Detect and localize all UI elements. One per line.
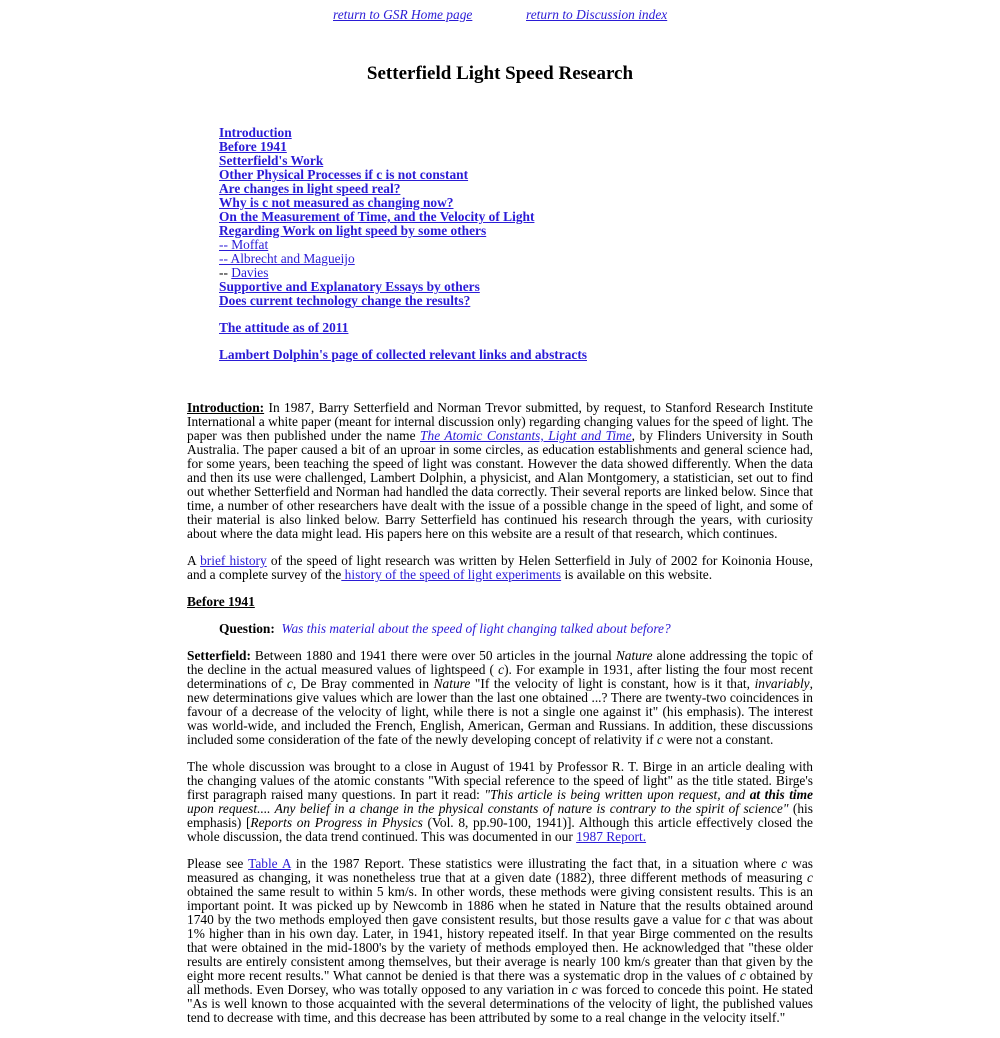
journal-name: Nature xyxy=(615,648,653,663)
answer-text: alone addressing the topic of the decline in the actual measured values of lightspeed ( xyxy=(187,648,814,677)
history-experiments-link[interactable]: history of the speed of light experiments xyxy=(341,567,562,582)
table-text: was forced to concede this point. He stated "As is well known to those acquainted with the several determinations of the velocity of light, the published values tend to decrease with time, and this decrease has been attributed by some to a real change in the velocity itself." xyxy=(187,982,813,1025)
birge-text: (Vol. 8, pp.90-100, 1941)]. Although this article effectively closed the whole discussion, the data trend continued. This was documented in our xyxy=(187,815,813,844)
table-text: obtained the same result to within 5 km/s. In other words, these methods were giving consistent results. This is an important point. It was picked up by Newcomb in 1886 when he stated in Nature that the results obtained around 1740 by the two methods employed then gave consistent results, but those results gave a value for xyxy=(187,884,813,927)
table-text: that was about 1% higher than in his own day. Later, in 1941, history repeated itself. In that year Birge commented on the results that were obtained in the mid-1800's by the variety of methods employed then. He acknowledged that "these older results are entirely consistent among themselves, but their average is nearly 100 km/s greater than that given by the eight more recent results." What cannot be denied is that there was a systematic drop in the values of xyxy=(187,912,813,983)
history-paragraph xyxy=(187,554,813,582)
introduction-heading: Introduction: xyxy=(187,400,265,415)
toc-davies-prefix: -- xyxy=(219,265,232,280)
home-page-link[interactable]: return to GSR Home page xyxy=(333,7,473,22)
symbol-c: c xyxy=(724,912,731,927)
toc-moffat[interactable]: -- Moffat xyxy=(219,237,269,252)
toc-other-physical-processes[interactable]: Other Physical Processes if c is not constant xyxy=(219,167,469,182)
birge-text: The whole discussion was brought to a close in August of 1941 by Professor R. T. Birge in an article dealing with the changing values of the atomic constants "With special reference to the speed of light" as the title stated. Birge's first paragraph raised many questions. In part it read: xyxy=(187,759,813,802)
symbol-c: c xyxy=(781,856,788,871)
symbol-c: c xyxy=(571,982,578,997)
toc-albrecht-magueijo[interactable]: -- Albrecht and Magueijo xyxy=(219,251,355,266)
history-text: A xyxy=(187,553,201,568)
birge-paragraph xyxy=(187,760,813,844)
toc-changes-real[interactable]: Are changes in light speed real? xyxy=(219,181,401,196)
history-text-2: of the speed of light research was written by Helen Setterfield in July of 2002 for Koinonia House, and a complete survey of the xyxy=(187,553,814,582)
toc-measurement-of-time[interactable]: On the Measurement of Time, and the Velocity of Light xyxy=(219,209,535,224)
answer-text: , new determinations give values which are lower than the last one obtained ...? There are twenty-two coincidences in favour of a decrease of the velocity of light, while there is not a single one against it" (his emphasis). The interest was world-wide, and included the French, English, American, German and Russians. In addition, these discussions included some consideration of the fate of the newly developing concept of relativity if xyxy=(187,676,813,747)
symbol-c: c xyxy=(739,968,746,983)
symbol-c: c xyxy=(657,732,663,747)
table-text: obtained by all methods. Even Dorsey, who was totally opposed to any variation in xyxy=(187,968,814,997)
answer-text: were not a constant. xyxy=(662,732,774,747)
question-label: Question: xyxy=(219,621,275,636)
table-of-contents xyxy=(219,126,819,362)
table-a-link[interactable]: Table A xyxy=(248,856,291,871)
emphasis-word: invariably xyxy=(754,676,810,691)
symbol-c: c xyxy=(286,676,293,691)
answer-text: "If the velocity of light is constant, how is it that, xyxy=(470,676,755,691)
question-text: Was this material about the speed of light changing talked about before? xyxy=(281,621,671,636)
birge-quote: upon request.... Any belief in a change in the physical constants of nature is contrary to the spirit of science" xyxy=(187,801,789,816)
introduction-paragraph xyxy=(187,401,813,541)
answer-text: , De Bray commented in xyxy=(292,676,434,691)
toc-work-by-others[interactable]: Regarding Work on light speed by some others xyxy=(219,223,487,238)
toc-introduction[interactable]: Introduction xyxy=(219,125,292,140)
discussion-index-link[interactable]: return to Discussion index xyxy=(526,7,668,22)
1987-report-link[interactable]: 1987 Report. xyxy=(576,829,647,844)
paper-title: The Atomic Constants, Light and Time xyxy=(420,428,632,443)
toc-attitude-2011[interactable]: The attitude as of 2011 xyxy=(219,320,349,335)
atomic-constants-paper-link[interactable] xyxy=(420,428,632,443)
setterfield-answer-paragraph xyxy=(187,649,813,747)
journal-name: Reports on Progress in Physics xyxy=(250,815,423,830)
top-navigation xyxy=(0,8,1000,24)
table-text: Please see xyxy=(187,856,249,871)
table-text: in the 1987 Report. These statistics were illustrating the fact that, in a situation where xyxy=(290,856,782,871)
toc-why-not-measured[interactable]: Why is c not measured as changing now? xyxy=(219,195,454,210)
intro-text-continued: , by Flinders University in South Australia. The paper caused a bit of an uproar in some circles, as education establishments and general science had, for some years, been teaching the speed of light was constant. However the data showed differently. When the data and then its use were challenged, Lambert Dolphin, a physicist, and Alan Montgomery, a statistician, set out to find out whether Setterfield and Norman had handled the data correctly. Their several reports are linked below. Since that time, a number of other researchers have dealt with the issue of a possible change in the speed of light, and some of their material is also linked below. Barry Setterfield has continued his research through the years, with curiosity about where the data might lead. His papers here on this website are a result of that research, which continues. xyxy=(187,428,813,541)
toc-setterfields-work[interactable]: Setterfield's Work xyxy=(219,153,324,168)
toc-supportive-essays[interactable]: Supportive and Explanatory Essays by others xyxy=(219,279,480,294)
answer-text: ). For example in 1931, after listing the four most recent determinations of xyxy=(187,662,813,691)
page-title: Setterfield Light Speed Research xyxy=(366,63,634,84)
history-text-3: is available on this website. xyxy=(561,567,713,582)
intro-text: In 1987, Barry Setterfield and Norman Trevor submitted, by request, to Stanford Research Institute International a white paper (meant for internal discussion only) regarding changing values for the speed of light. The paper was then published under the name xyxy=(187,400,813,443)
birge-quote-emphasis: at this time xyxy=(749,787,813,802)
speaker-label: Setterfield: xyxy=(187,648,251,663)
before-1941-heading-para xyxy=(187,595,813,609)
brief-history-link[interactable]: brief history xyxy=(200,553,267,568)
toc-current-technology[interactable]: Does current technology change the results? xyxy=(219,293,471,308)
answer-text: Between 1880 and 1941 there were over 50 articles in the journal xyxy=(250,648,616,663)
symbol-c: c xyxy=(498,662,505,677)
journal-name: Nature xyxy=(433,676,471,691)
symbol-c: c xyxy=(807,870,813,885)
question-block xyxy=(219,622,813,636)
main-content xyxy=(187,401,813,1038)
toc-dolphin-links[interactable]: Lambert Dolphin's page of collected relevant links and abstracts xyxy=(219,347,587,362)
table-text: was measured as changing, it was nonetheless true that at a given date (1882), three different methods of measuring xyxy=(187,856,813,885)
birge-text: (his emphasis) [ xyxy=(187,801,813,830)
birge-quote: "This article is being written upon request, and xyxy=(484,787,750,802)
before-1941-heading: Before 1941 xyxy=(187,594,255,609)
toc-davies[interactable]: Davies xyxy=(231,265,269,280)
toc-before-1941[interactable]: Before 1941 xyxy=(219,139,287,154)
